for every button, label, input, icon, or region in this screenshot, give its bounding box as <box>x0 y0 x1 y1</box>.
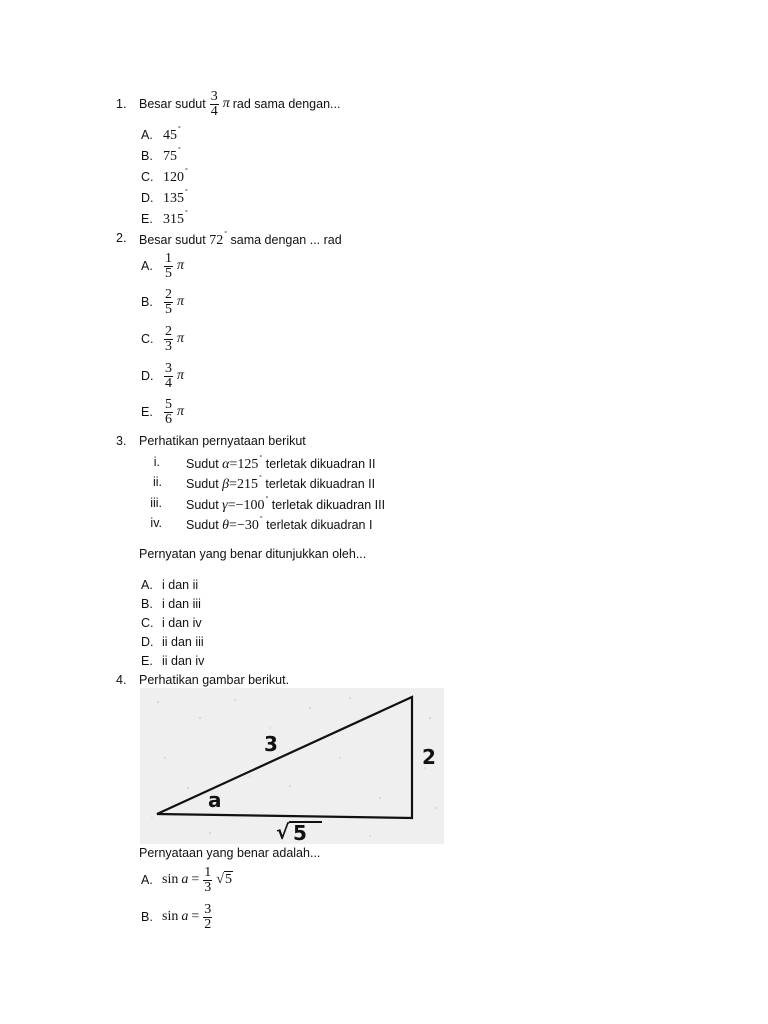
option-letter: D. <box>141 191 154 205</box>
option-letter: D. <box>141 635 154 649</box>
option-letter: B. <box>141 597 153 611</box>
question-3-number: 3. <box>116 434 127 448</box>
option-fraction: $\frac{5}{6}$ <box>165 396 172 427</box>
option-letter: D. <box>141 369 154 383</box>
degree-symbol: ° <box>185 210 188 217</box>
degree-symbol: ° <box>259 516 263 523</box>
vertical-side-label: 2 <box>422 745 436 769</box>
triangle-figure <box>140 688 444 844</box>
degree-symbol: ° <box>259 455 263 462</box>
statement-iv: Sudut θ=−30° terletak dikuadran I <box>186 516 373 533</box>
option-text: i dan iv <box>162 616 202 630</box>
question-1-stem-pre: Besar sudut <box>139 97 206 111</box>
pi-symbol: π <box>177 258 185 273</box>
option-text: i dan ii <box>162 578 199 592</box>
statement-iii: Sudut γ=−100° terletak dikuadran III <box>186 496 386 513</box>
option-value: 45 <box>163 128 177 143</box>
angle-expression: =125 <box>229 457 259 472</box>
option-letter: E. <box>141 654 153 668</box>
degree-symbol: ° <box>185 168 188 175</box>
option-letter: A. <box>141 873 153 887</box>
angle-variable: θ <box>222 518 230 533</box>
q3-option-a[interactable] <box>141 578 198 592</box>
hypotenuse-label: 3 <box>264 732 278 756</box>
statement-roman: i. <box>153 455 160 469</box>
statement-ii: Sudut β=215° terletak dikuadran II <box>186 475 376 492</box>
pi-symbol: π <box>177 368 185 383</box>
equals-sign: = <box>191 909 200 924</box>
q2-option-b[interactable] <box>141 287 184 317</box>
q4-option-a[interactable] <box>141 864 233 896</box>
option-fraction: $\frac{3}{4}$ <box>165 360 172 391</box>
sine-function: sin <box>162 909 179 924</box>
pi-symbol: π <box>177 404 185 419</box>
sine-function: sin <box>162 872 179 887</box>
question-1-fraction: $\frac{3}{4}$ <box>210 88 218 119</box>
q3-option-d[interactable] <box>141 635 204 649</box>
option-fraction: $\frac{1}{5}$ <box>165 250 172 281</box>
degree-symbol: ° <box>224 231 228 238</box>
option-letter: B. <box>141 295 153 309</box>
angle-expression: =−100 <box>227 498 265 513</box>
triangle-diagram <box>140 688 444 844</box>
option-fraction: $\frac{2}{5}$ <box>165 286 172 317</box>
statement-roman: iv. <box>150 516 162 530</box>
q1-option-c[interactable] <box>141 168 188 186</box>
q3-option-b[interactable] <box>141 597 201 611</box>
option-letter: A. <box>141 259 153 273</box>
angle-variable: β <box>222 477 230 492</box>
option-fraction: $\frac{3}{2}$ <box>204 901 212 932</box>
pi-symbol: π <box>177 294 185 309</box>
radicand: 5 <box>224 872 232 887</box>
option-text: ii dan iii <box>162 635 204 649</box>
question-4-number: 4. <box>116 673 127 687</box>
option-value: 75 <box>163 149 177 164</box>
pi-symbol: π <box>177 331 185 346</box>
q4-option-b[interactable] <box>141 901 213 933</box>
question-3-stem: Perhatikan pernyataan berikut <box>139 434 306 448</box>
question-2-stem-post: sama dengan ... rad <box>230 233 342 247</box>
square-root <box>216 872 233 888</box>
option-letter: C. <box>141 170 154 184</box>
q1-option-d[interactable] <box>141 189 188 207</box>
degree-symbol: ° <box>178 126 181 133</box>
degree-symbol: ° <box>178 147 181 154</box>
angle-expression: =215 <box>229 477 259 492</box>
angle-variable: a <box>181 909 189 924</box>
option-fraction: $\frac{1}{3}$ <box>204 864 212 895</box>
q2-option-a[interactable] <box>141 251 184 281</box>
option-value: 120 <box>163 170 184 185</box>
question-2-number: 2. <box>116 231 127 245</box>
option-letter: A. <box>141 578 153 592</box>
option-letter: C. <box>141 332 154 346</box>
option-text: ii dan iv <box>162 654 205 668</box>
root-symbol: √ <box>276 820 290 844</box>
angle-expression: =−30 <box>229 518 259 533</box>
q1-option-e[interactable] <box>141 210 188 228</box>
statement-roman: iii. <box>150 496 162 510</box>
q2-option-c[interactable] <box>141 324 184 354</box>
angle-variable: α <box>222 457 230 472</box>
root-symbol: √ <box>216 872 224 887</box>
question-2-value: 72 <box>209 233 224 248</box>
q2-option-e[interactable] <box>141 397 184 427</box>
degree-symbol: ° <box>265 496 269 503</box>
triangle-outline <box>157 697 412 818</box>
option-value: 315 <box>163 212 184 227</box>
angle-variable: a <box>181 872 189 887</box>
option-letter: B. <box>141 910 153 924</box>
equals-sign: = <box>191 872 200 887</box>
question-1-number: 1. <box>116 97 127 111</box>
option-letter: E. <box>141 212 153 226</box>
base-side-label: 5 <box>293 821 307 844</box>
question-1-stem <box>139 90 340 118</box>
option-text: i dan iii <box>162 597 201 611</box>
statement-i: Sudut α=125° terletak dikuadran II <box>186 455 376 472</box>
option-letter: E. <box>141 405 153 419</box>
question-2-stem <box>139 231 342 249</box>
option-letter: B. <box>141 149 153 163</box>
question-2-stem-pre: Besar sudut <box>139 233 206 247</box>
degree-symbol: ° <box>259 475 262 482</box>
question-4-prompt: Pernyataan yang benar adalah... <box>139 846 321 860</box>
pi-symbol: π <box>222 96 230 111</box>
option-letter: C. <box>141 616 154 630</box>
question-3-prompt: Pernyatan yang benar ditunjukkan oleh... <box>139 547 367 561</box>
degree-symbol: ° <box>185 189 188 196</box>
statement-roman: ii. <box>152 475 162 489</box>
q3-option-c[interactable] <box>141 616 202 630</box>
option-letter: A. <box>141 128 153 142</box>
option-value: 135 <box>163 191 184 206</box>
question-4-stem: Perhatikan gambar berikut. <box>139 673 290 687</box>
q1-option-b[interactable] <box>141 147 181 165</box>
question-1-stem-post: rad sama dengan... <box>232 97 341 111</box>
q1-option-a[interactable] <box>141 126 181 144</box>
angle-label: a <box>208 788 222 812</box>
q3-option-e[interactable] <box>141 654 204 668</box>
option-fraction: $\frac{2}{3}$ <box>165 323 172 354</box>
q2-option-d[interactable] <box>141 361 184 391</box>
angle-variable: γ <box>222 498 228 513</box>
